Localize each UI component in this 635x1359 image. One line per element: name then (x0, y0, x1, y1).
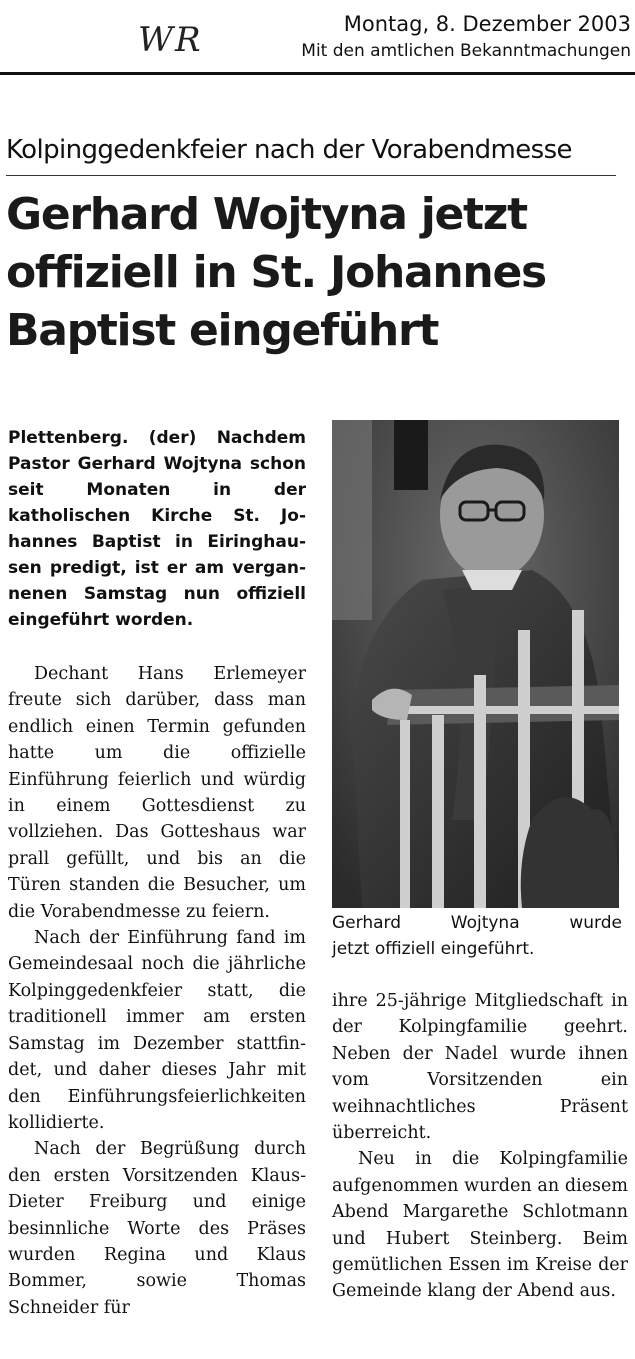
article-paragraph: Nach der Einführung fand im Gemeindesaal noch die jährliche Kolpinggedenkfeier statt, die traditionell immer am ersten Samstag im Dezember stattfindet, und daher dieses Jahr mit den Einführungsfeierlichkeiten kollidierte. (8, 928, 306, 1133)
article-paragraph: Dechant Hans Erlemeyer freute sich darüber, dass man endlich einen Termin gefunden hatte um die offizielle Einführung feierlich und würdig in einem Gottesdienst zu vollziehen. Das Gotteshaus war prall gefüllt, und bis an die Türen standen die Besucher, um die Vorabendmesse zu feiern. (8, 664, 306, 922)
caption-line: Gerhard Wojtyna wurde (332, 913, 622, 933)
masthead-subtitle: Mit den amtlichen Bekanntmachungen (301, 41, 631, 61)
dark-banner (394, 420, 428, 490)
priest-at-lectern-photo (332, 420, 619, 908)
headline-line: Baptist eingeführt (6, 305, 439, 356)
collar (462, 570, 522, 590)
article-headline (6, 186, 631, 360)
article-kicker: Kolpinggedenkfeier nach der Vorabendmesse (6, 135, 572, 165)
newspaper-logo: WR (138, 20, 203, 60)
article-lead: Plettenberg. (der) Nachdem Pastor Gerhard Wojtyna schon seit Monaten in der katholischen Kirche St. Johannes Baptist in Eiringhausen predigt, ist er am vergannenen Samstag nun offiziell eingeführt worden. (8, 428, 306, 630)
kicker-rule (6, 175, 616, 176)
left-column (8, 425, 306, 1321)
lectern-top (387, 685, 619, 725)
right-column (332, 988, 628, 1305)
photo-caption (332, 910, 622, 962)
light-panel (332, 420, 372, 620)
article-paragraph: ihre 25-jährige Mitgliedschaft in der Kolpingfamilie geehrt. Neben der Nadel wurde ihnen vom Vorsitzenden ein weihnachtliches Präsent überreicht. (332, 991, 628, 1144)
caption-line: jetzt offiziell eingeführt. (332, 939, 535, 959)
headline-line: offiziell in St. Johannes (6, 247, 546, 298)
article-photo (332, 420, 619, 908)
headline-line: Gerhard Wojtyna jetzt (6, 189, 527, 240)
issue-date: Montag, 8. Dezember 2003 (343, 12, 631, 36)
masthead-rule (0, 72, 635, 75)
article-paragraph: Neu in die Kolpingfamilie aufgenommen wurden an diesem Abend Margarethe Schlotmann und Hubert Steinberg. Beim gemütlichen Essen im Kreise der Gemeinde klang der Abend aus. (332, 1149, 628, 1302)
article-paragraph: Nach der Begrüßung durch den ersten Vorsitzenden Klaus-Dieter Freiburg und einige besinnliche Worte des Präses wurden Regina und Klaus Bommer, sowie Thomas Schneider für (8, 1139, 306, 1318)
